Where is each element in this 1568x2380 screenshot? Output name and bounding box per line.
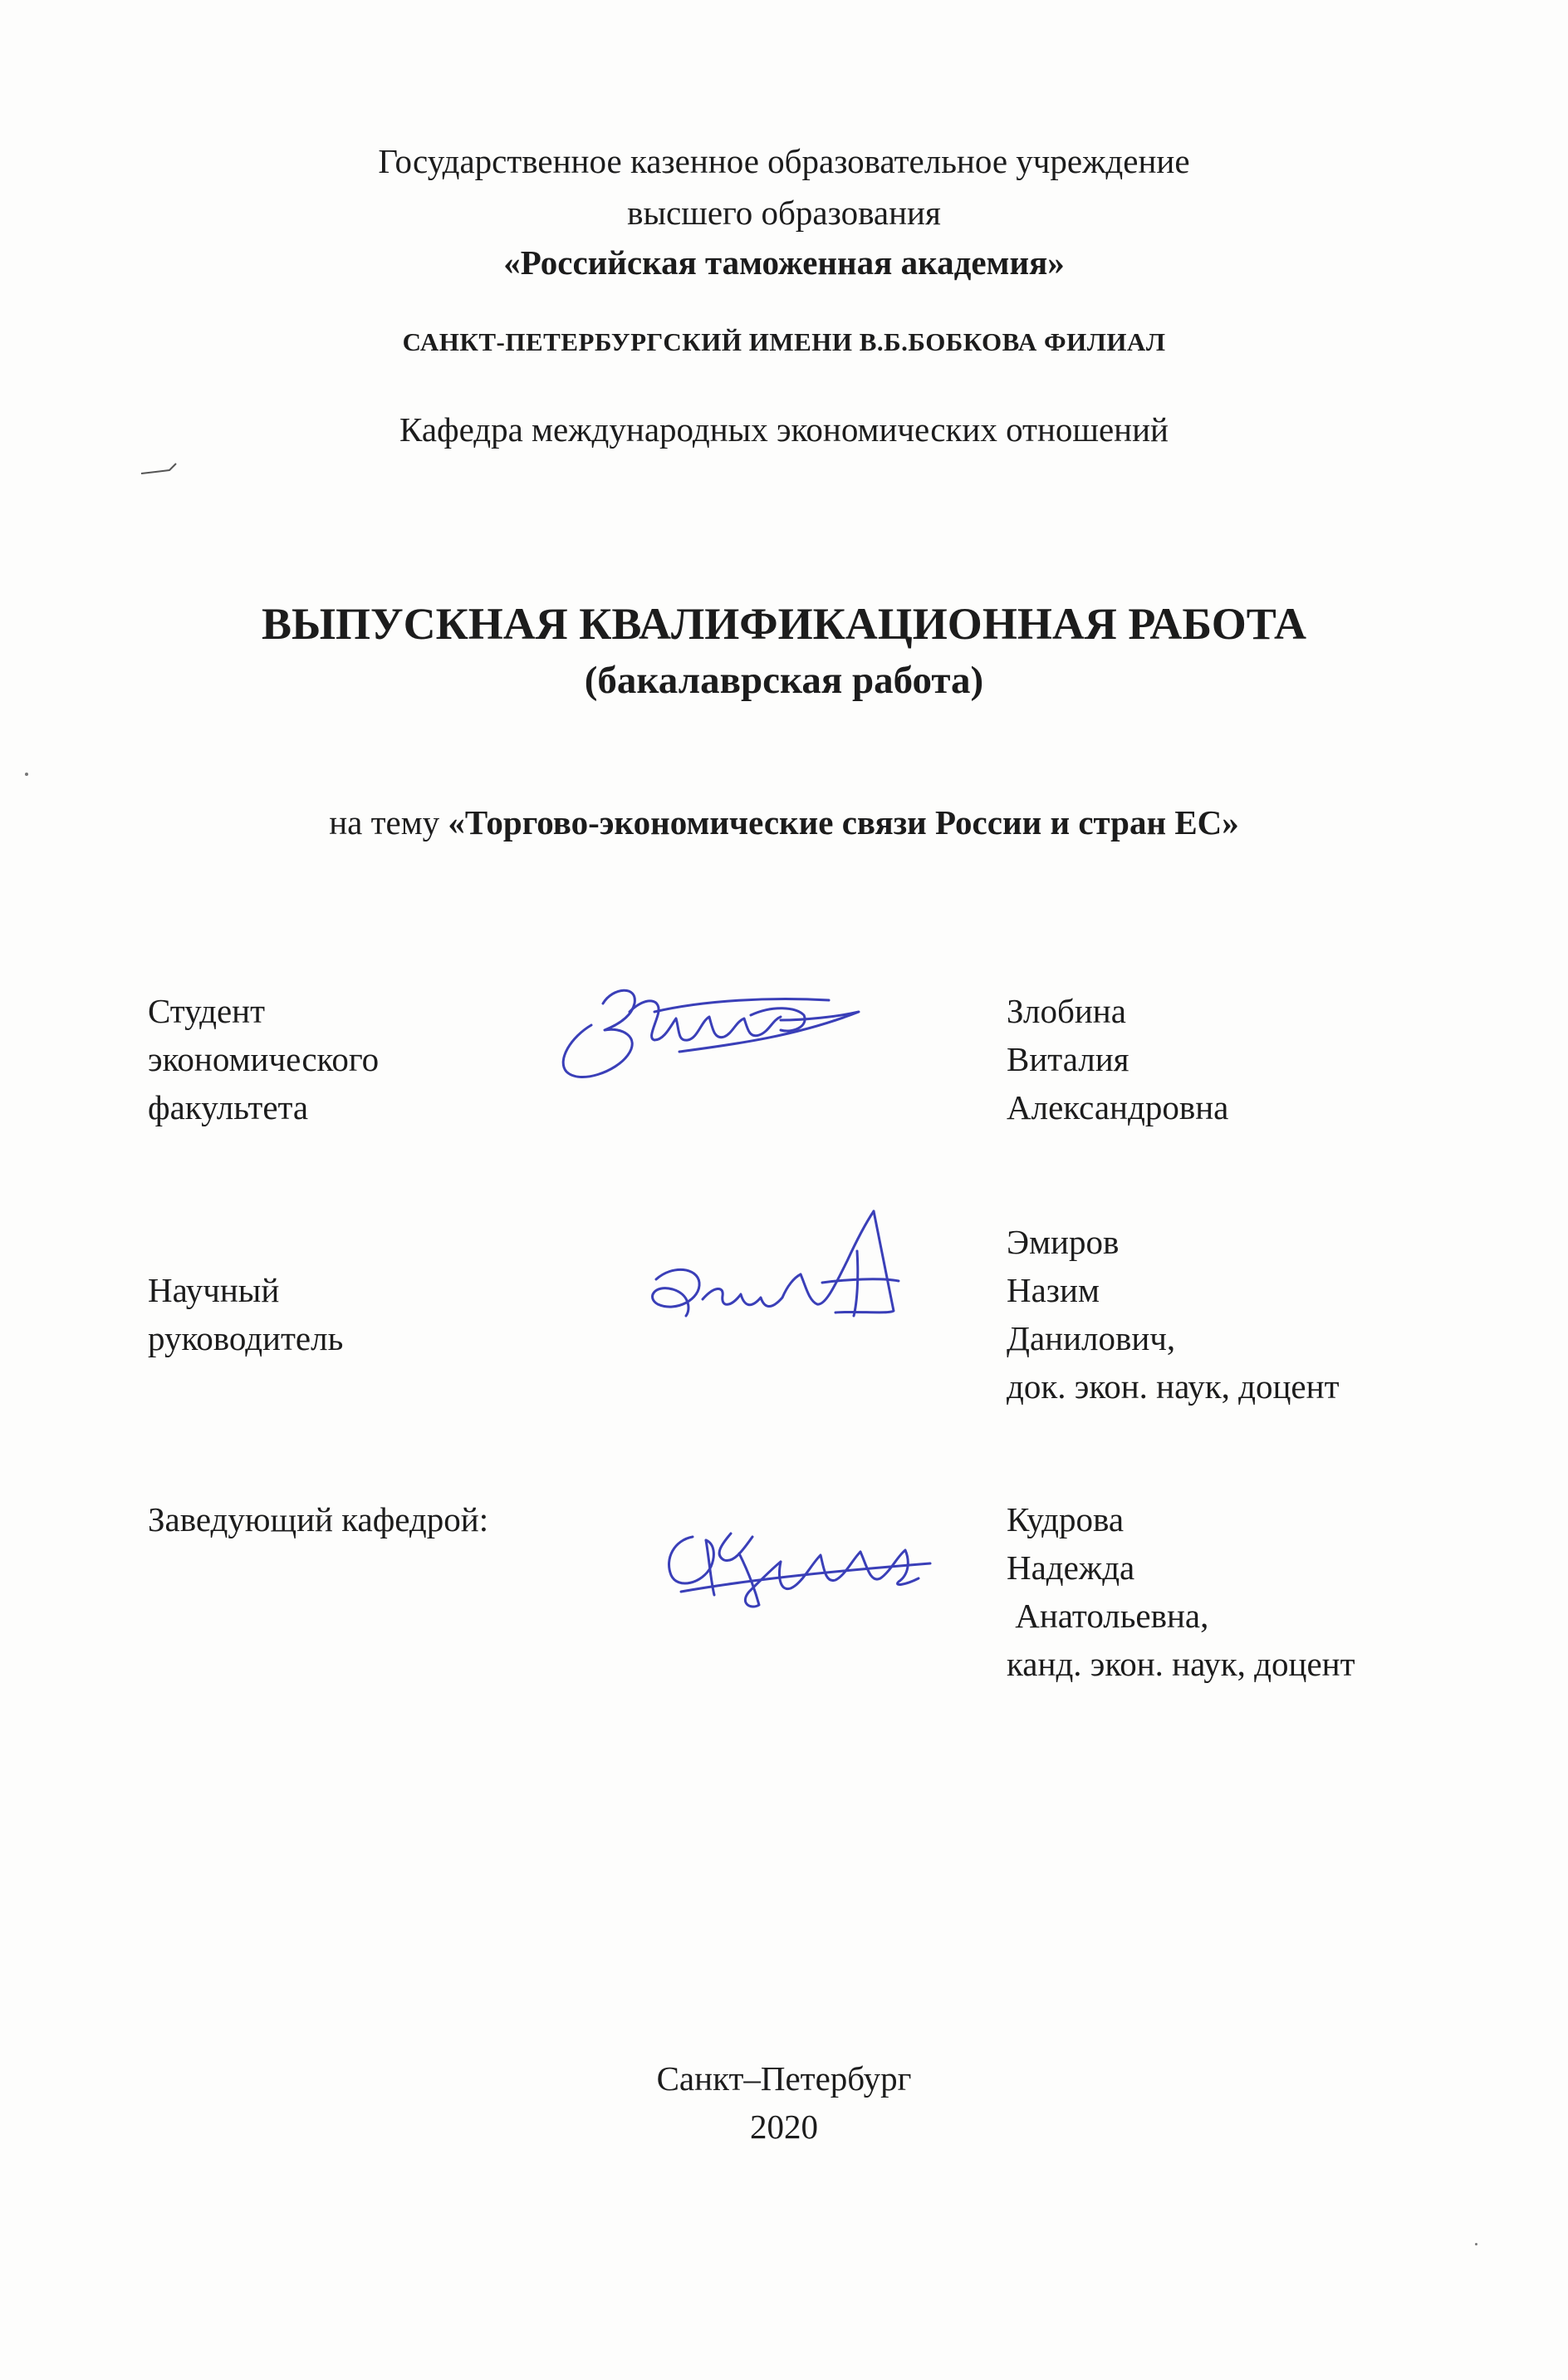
topic-prefix: на тему — [329, 803, 448, 842]
head-name-line: Анатольевна, — [1007, 1597, 1209, 1635]
academy-name: «Российская таможенная академия» — [503, 243, 1065, 282]
student-role-line: факультета — [148, 1088, 309, 1126]
supervisor-name-line: Данилович, — [1007, 1319, 1176, 1357]
scan-speck — [1475, 2243, 1477, 2245]
scan-speck — [25, 773, 28, 776]
thesis-topic — [0, 802, 1568, 842]
institution-line-2: высшего образования — [627, 194, 941, 232]
head-name-line: канд. экон. наук, доцент — [1007, 1645, 1355, 1683]
head-name-line: Надежда — [1007, 1548, 1135, 1587]
branch-name: САНКТ-ПЕТЕРБУРГСКИЙ ИМЕНИ В.Б.БОБКОВА ФИЛИАЛ — [402, 327, 1166, 356]
student-role — [148, 987, 379, 1131]
student-name-line: Виталия — [1007, 1040, 1129, 1078]
supervisor-name-line: Назим — [1007, 1271, 1100, 1309]
supervisor-name-line: док. экон. наук, доцент — [1007, 1367, 1340, 1406]
head-role — [148, 1495, 488, 1543]
scan-mark — [140, 459, 181, 478]
supervisor-name — [1007, 1218, 1340, 1411]
thesis-title: ВЫПУСКНАЯ КВАЛИФИКАЦИОННАЯ РАБОТА — [261, 599, 1307, 649]
head-name — [1007, 1495, 1355, 1688]
supervisor-role-line: руководитель — [148, 1319, 344, 1357]
thesis-subtitle: (бакалаврская работа) — [584, 659, 984, 702]
student-signature — [555, 979, 870, 1095]
head-role-line: Заведующий кафедрой: — [148, 1500, 489, 1538]
student-name-line: Злобина — [1007, 992, 1126, 1030]
supervisor-name-line: Эмиров — [1007, 1223, 1120, 1261]
supervisor-role — [148, 1266, 343, 1362]
student-role-line: экономического — [148, 1040, 380, 1078]
city: Санкт–Петербург — [656, 2059, 912, 2098]
department-name: Кафедра международных экономических отношений — [399, 410, 1169, 449]
student-role-line: Студент — [148, 992, 266, 1030]
head-signature — [656, 1512, 938, 1620]
year: 2020 — [750, 2108, 818, 2146]
supervisor-role-line: Научный — [148, 1271, 280, 1309]
topic-text: «Торгово-экономические связи России и стран ЕС» — [448, 803, 1239, 842]
student-name-line: Александровна — [1007, 1088, 1229, 1126]
supervisor-signature — [639, 1203, 914, 1352]
student-name — [1007, 987, 1228, 1131]
head-name-line: Кудрова — [1007, 1500, 1125, 1538]
institution-line-1: Государственное казенное образовательное учреждение — [378, 142, 1190, 180]
